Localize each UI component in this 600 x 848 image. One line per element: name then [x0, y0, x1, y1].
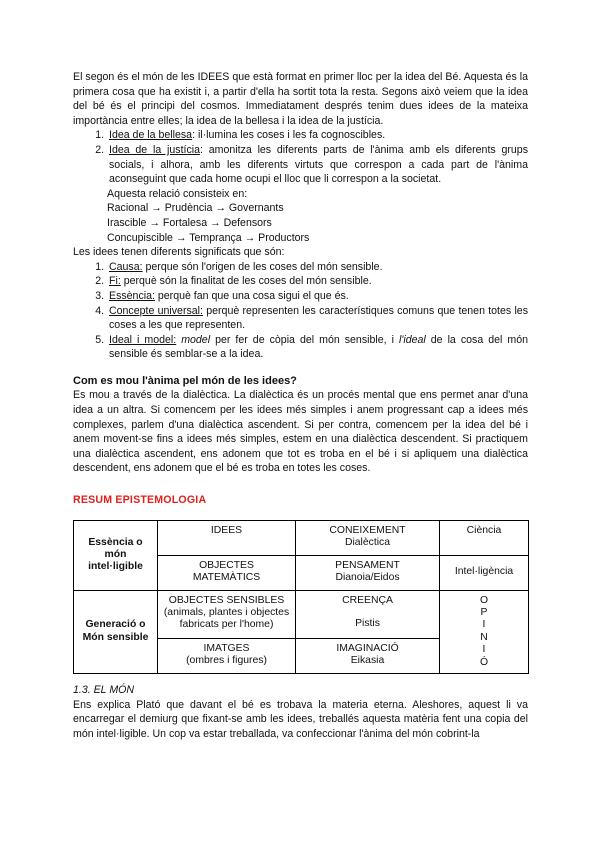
list-item: 2. Idea de la justícia: amonitza les diferents parts de l'ànima amb els diferents grups socials, i alhora, amb les diferents virtuts que correspon a cada part de l'ànima aconseguint que cada home ocupi el lloc que li correspon a la societat.: [107, 143, 528, 187]
section-heading: Com es mou l'ànima pel món de les idees?: [73, 374, 297, 387]
list-item: 5. Ideal i model: model per fer de còpia del món sensible, i l'ideal de la cosa del món sensible és semblar-se a la idea.: [107, 333, 528, 362]
relation-line: Concupiscible → Temprança → Productors: [107, 231, 310, 244]
cell-pensament: PENSAMENT Dianoia/Eidos: [296, 555, 440, 590]
row-head-intelligible: Essència o món intel·ligible: [74, 520, 158, 590]
cell-intelligencia: Intel·ligència: [440, 555, 529, 590]
intro-paragraph: El segon és el món de les IDEES que està format en primer lloc per la idea del Bé. Aquesta és la primera cosa que ha existit i, a partir d'ella ha sortit tota la resta. Segons això veiem que la idea del bé és el principi del cosmos. Immediatament després tenim dues idees de la mateixa importància entre elles; la idea de la bellesa i la idea de la justícia.: [73, 71, 528, 127]
relation-block: [73, 187, 528, 245]
list-item: 1. Causa: perque són l'origen de les coses del món sensible.: [107, 260, 528, 275]
list-item: 1. Idea de la bellesa: il·lumina les coses i les fa cognoscibles.: [107, 128, 528, 143]
ideas-list: [73, 128, 528, 186]
epistemology-table: [73, 520, 529, 674]
relation-line: Racional → Prudència → Governants: [107, 202, 284, 215]
summary-title: RESUM EPISTEMOLOGIA: [73, 494, 207, 507]
cell-idees: IDEES: [158, 520, 296, 555]
section-title: 1.3. EL MÓN: [73, 684, 135, 697]
relation-title: Aquesta relació consisteix en:: [107, 187, 248, 200]
list-item: 4. Concepte universal: perquè representen les característiques comuns que tenen totes les coses a les que representen.: [107, 304, 528, 333]
world-paragraph: Ens explica Plató que davant el bé es trobava la materia eterna. Aleshores, aquest li va encarregar el demiurg que fixant-se amb les idees, treballés aquesta matèria fent una copia del món intel·ligible. Un cop va estar treballada, va confeccionar l'ànima del món cobrint-la: [73, 698, 528, 740]
row-head-sensible: Generació o Món sensible: [74, 590, 158, 673]
cell-imaginacio: IMAGINACIÓ Eikasia: [296, 638, 440, 673]
cell-opinio: O P I N I Ó: [440, 590, 529, 673]
cell-ciencia: Ciència: [440, 520, 529, 555]
meanings-intro: Les idees tenen diferents significats que són:: [73, 246, 285, 259]
cell-imatges: IMATGES (ombres i figures): [158, 638, 296, 673]
list-item: 3. Essència: perquè fan que una cosa sigui el que és.: [107, 289, 528, 304]
list-item: 2. Fi: perquè són la finalitat de les coses del món sensible.: [107, 274, 528, 289]
cell-coneixement: CONEIXEMENT Dialèctica: [296, 520, 440, 555]
meanings-list: [73, 260, 528, 362]
cell-objectes-matematics: OBJECTES MATEMÀTICS: [158, 555, 296, 590]
document-page: [73, 70, 528, 741]
cell-objectes-sensibles: OBJECTES SENSIBLES (animals, plantes i objectes fabricats per l'home): [158, 590, 296, 638]
dialectics-paragraph: Es mou a través de la dialèctica. La dialèctica és un procés mental que ens permet anar d'una idea a un altra. Si comencem per les idees més simples i anem progressant cap a idees més complexes, parlem d'una dialèctica ascendent. Si per contra, comencem per la idea del bé i anem movent-se fins a idees més simples, estem en una dialèctica descendent. Si practiquem una dialèctica ascendent, ens adonem que tot es troba en el bé i si apliquem una dialèctica descendent, ens adonem que el bé es troba en totes les coses.: [73, 389, 528, 475]
cell-creenca: CREENÇA Pistis: [296, 590, 440, 638]
relation-line: Irascible → Fortalesa → Defensors: [107, 216, 272, 229]
